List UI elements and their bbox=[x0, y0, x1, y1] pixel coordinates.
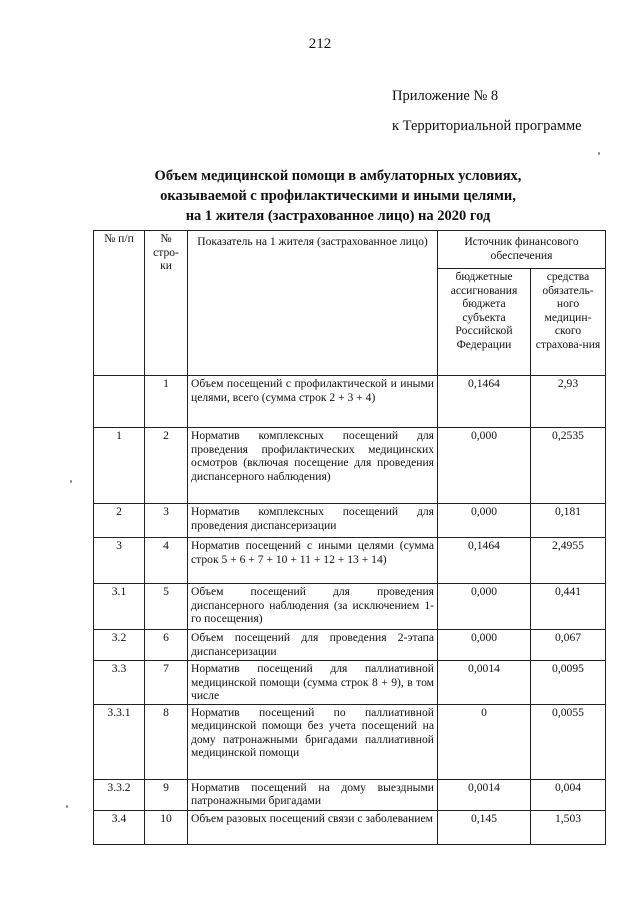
table-row bbox=[94, 504, 606, 538]
table-row bbox=[94, 428, 606, 504]
cell-budget: 0,1464 bbox=[438, 538, 531, 584]
scan-speck bbox=[70, 480, 72, 483]
header-source: Источник финансового обеспечения bbox=[438, 231, 606, 269]
header-pp: № п/п bbox=[94, 231, 145, 376]
scan-speck bbox=[66, 805, 68, 808]
volume-table bbox=[93, 230, 606, 845]
cell-budget: 0,000 bbox=[438, 504, 531, 538]
cell-pp: 3.4 bbox=[94, 810, 145, 844]
table-row bbox=[94, 779, 606, 810]
cell-oms: 1,503 bbox=[531, 810, 606, 844]
cell-oms: 0,441 bbox=[531, 584, 606, 630]
document-title bbox=[108, 166, 568, 226]
cell-pp: 3.2 bbox=[94, 630, 145, 661]
header-budget: бюджетные ассигнования бюджета субъекта Российской Федерации bbox=[438, 269, 531, 376]
cell-indicator: Объем посещений с профилактической и иными целями, всего (сумма строк 2 + 3 + 4) bbox=[188, 376, 438, 428]
cell-indicator: Норматив посещений с иными целями (сумма строк 5 + 6 + 7 + 10 + 11 + 12 + 13 + 14) bbox=[188, 538, 438, 584]
cell-oms: 0,181 bbox=[531, 504, 606, 538]
cell-row-number: 8 bbox=[145, 704, 188, 779]
cell-pp bbox=[94, 376, 145, 428]
cell-budget: 0 bbox=[438, 704, 531, 779]
cell-indicator: Объем посещений для проведения диспансерного наблюдения (за исключением 1-го посещения) bbox=[188, 584, 438, 630]
cell-oms: 0,0095 bbox=[531, 661, 606, 705]
cell-pp: 3 bbox=[94, 538, 145, 584]
cell-indicator: Объем посещений для проведения 2-этапа диспансеризации bbox=[188, 630, 438, 661]
cell-row-number: 4 bbox=[145, 538, 188, 584]
cell-budget: 0,0014 bbox=[438, 661, 531, 705]
header-indicator: Показатель на 1 жителя (застрахованное лицо) bbox=[188, 231, 438, 376]
cell-row-number: 1 bbox=[145, 376, 188, 428]
cell-row-number: 6 bbox=[145, 630, 188, 661]
cell-pp: 3.3.2 bbox=[94, 779, 145, 810]
title-line-2: оказываемой с профилактическими и иными целями, bbox=[160, 188, 516, 204]
cell-oms: 2,4955 bbox=[531, 538, 606, 584]
scan-speck bbox=[598, 152, 600, 155]
cell-budget: 0,000 bbox=[438, 584, 531, 630]
table-row bbox=[94, 810, 606, 844]
cell-pp: 3.1 bbox=[94, 584, 145, 630]
cell-oms: 0,067 bbox=[531, 630, 606, 661]
title-line-3: на 1 жителя (застрахованное лицо) на 2020 год bbox=[185, 208, 491, 224]
cell-budget: 0,1464 bbox=[438, 376, 531, 428]
cell-indicator: Объем разовых посещений связи с заболеванием bbox=[188, 810, 438, 844]
table-row bbox=[94, 704, 606, 779]
cell-pp: 2 bbox=[94, 504, 145, 538]
program-label: к Территориальной программе bbox=[392, 118, 582, 134]
cell-budget: 0,0014 bbox=[438, 779, 531, 810]
cell-oms: 0,2535 bbox=[531, 428, 606, 504]
cell-indicator: Норматив посещений для паллиативной медицинской помощи (сумма строк 8 + 9), в том числе bbox=[188, 661, 438, 705]
cell-budget: 0,000 bbox=[438, 630, 531, 661]
header-row-number: № стро-ки bbox=[145, 231, 188, 376]
header-row bbox=[94, 231, 606, 269]
cell-indicator: Норматив посещений по паллиативной медицинской помощи без учета посещений на дому патронажными бригадами паллиативной медицинской помощи bbox=[188, 704, 438, 779]
cell-row-number: 5 bbox=[145, 584, 188, 630]
cell-row-number: 3 bbox=[145, 504, 188, 538]
cell-pp: 3.3.1 bbox=[94, 704, 145, 779]
cell-row-number: 7 bbox=[145, 661, 188, 705]
cell-oms: 0,0055 bbox=[531, 704, 606, 779]
cell-indicator: Норматив комплексных посещений для проведения диспансеризации bbox=[188, 504, 438, 538]
cell-oms: 2,93 bbox=[531, 376, 606, 428]
cell-indicator: Норматив комплексных посещений для проведения профилактических медицинских осмотров (включая посещение для проведения диспансерного наблюдения) bbox=[188, 428, 438, 504]
cell-pp: 3.3 bbox=[94, 661, 145, 705]
header-oms: средства обязатель-ного медицин-ского страхова-ния bbox=[531, 269, 606, 376]
cell-oms: 0,004 bbox=[531, 779, 606, 810]
cell-indicator: Норматив посещений на дому выездными патронажными бригадами bbox=[188, 779, 438, 810]
table-row bbox=[94, 661, 606, 705]
page-number: 212 bbox=[308, 36, 332, 52]
title-line-1: Объем медицинской помощи в амбулаторных условиях, bbox=[154, 168, 522, 184]
cell-row-number: 10 bbox=[145, 810, 188, 844]
cell-budget: 0,145 bbox=[438, 810, 531, 844]
appendix-label: Приложение № 8 bbox=[392, 88, 499, 104]
table-row bbox=[94, 630, 606, 661]
table-row bbox=[94, 538, 606, 584]
table-row bbox=[94, 584, 606, 630]
cell-budget: 0,000 bbox=[438, 428, 531, 504]
table-row bbox=[94, 376, 606, 428]
cell-pp: 1 bbox=[94, 428, 145, 504]
cell-row-number: 2 bbox=[145, 428, 188, 504]
cell-row-number: 9 bbox=[145, 779, 188, 810]
